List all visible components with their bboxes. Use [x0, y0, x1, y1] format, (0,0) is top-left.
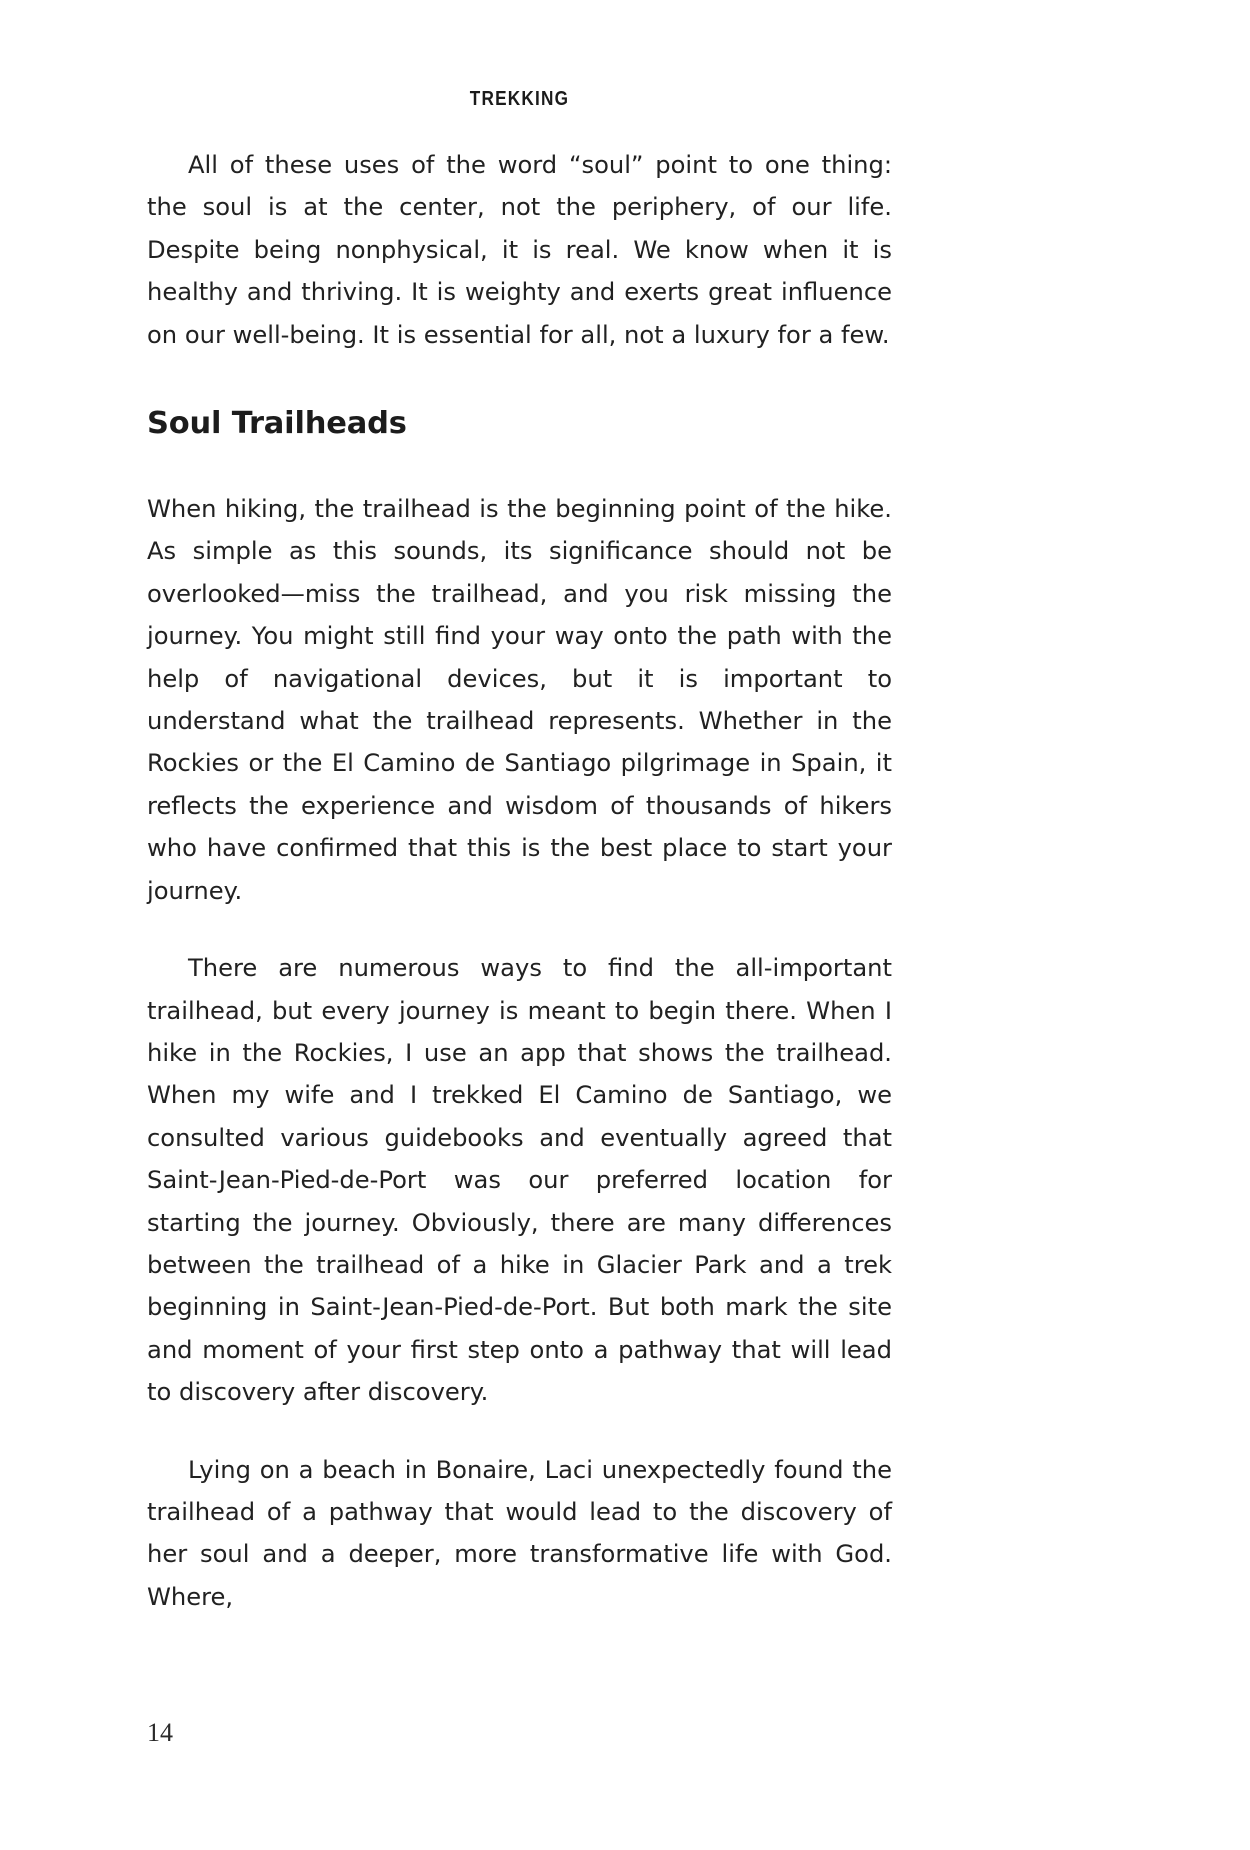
section-heading-block [147, 404, 892, 444]
section-heading-soul-trailheads: Soul Trailheads [147, 406, 407, 442]
page-content [147, 0, 892, 1618]
page-number: 14 [147, 1718, 173, 1747]
paragraph-trailhead-definition: When hiking, the trailhead is the beginning point of the hike. As simple as this sounds, its significance should not be overlooked—miss the trailhead, and you risk missing the journey. You might still find your way onto the path with the help of navigational devices, but it is important to understand what the trailhead represents. Whether in the Rockies or the El Camino de Santiago pilgrimage in Spain, it reflects the experience and wisdom of thousands of hikers who have confirmed that this is the best place to start your journey. [147, 495, 892, 905]
paragraph-finding-trailhead: There are numerous ways to find the all-important trailhead, but every journey is meant to begin there. When I hike in the Rockies, I use an app that shows the trailhead. When my wife and I trekked El Camino de Santiago, we consulted various guidebooks and eventually agreed that Saint-Jean-Pied-de-Port was our preferred location for starting the journey. Obviously, there are many differences between the trailhead of a hike in Glacier Park and a trek beginning in Saint-Jean-Pied-de-Port. But both mark the site and moment of your first step onto a pathway that will lead to discovery after discovery. [147, 954, 892, 1407]
paragraph-soul-definition: All of these uses of the word “soul” point to one thing: the soul is at the center, not the periphery, of our life. Despite being nonphysical, it is real. We know when it is healthy and thriving. It is weighty and exerts great influence on our well-being. It is essential for all, not a luxury for a few. [147, 151, 892, 349]
paragraph-laci-bonaire: Lying on a beach in Bonaire, Laci unexpectedly found the trailhead of a pathway that would lead to the discovery of her soul and a deeper, more transformative life with God. Where, [147, 1455, 892, 1611]
running-head: TREKKING [469, 88, 570, 110]
